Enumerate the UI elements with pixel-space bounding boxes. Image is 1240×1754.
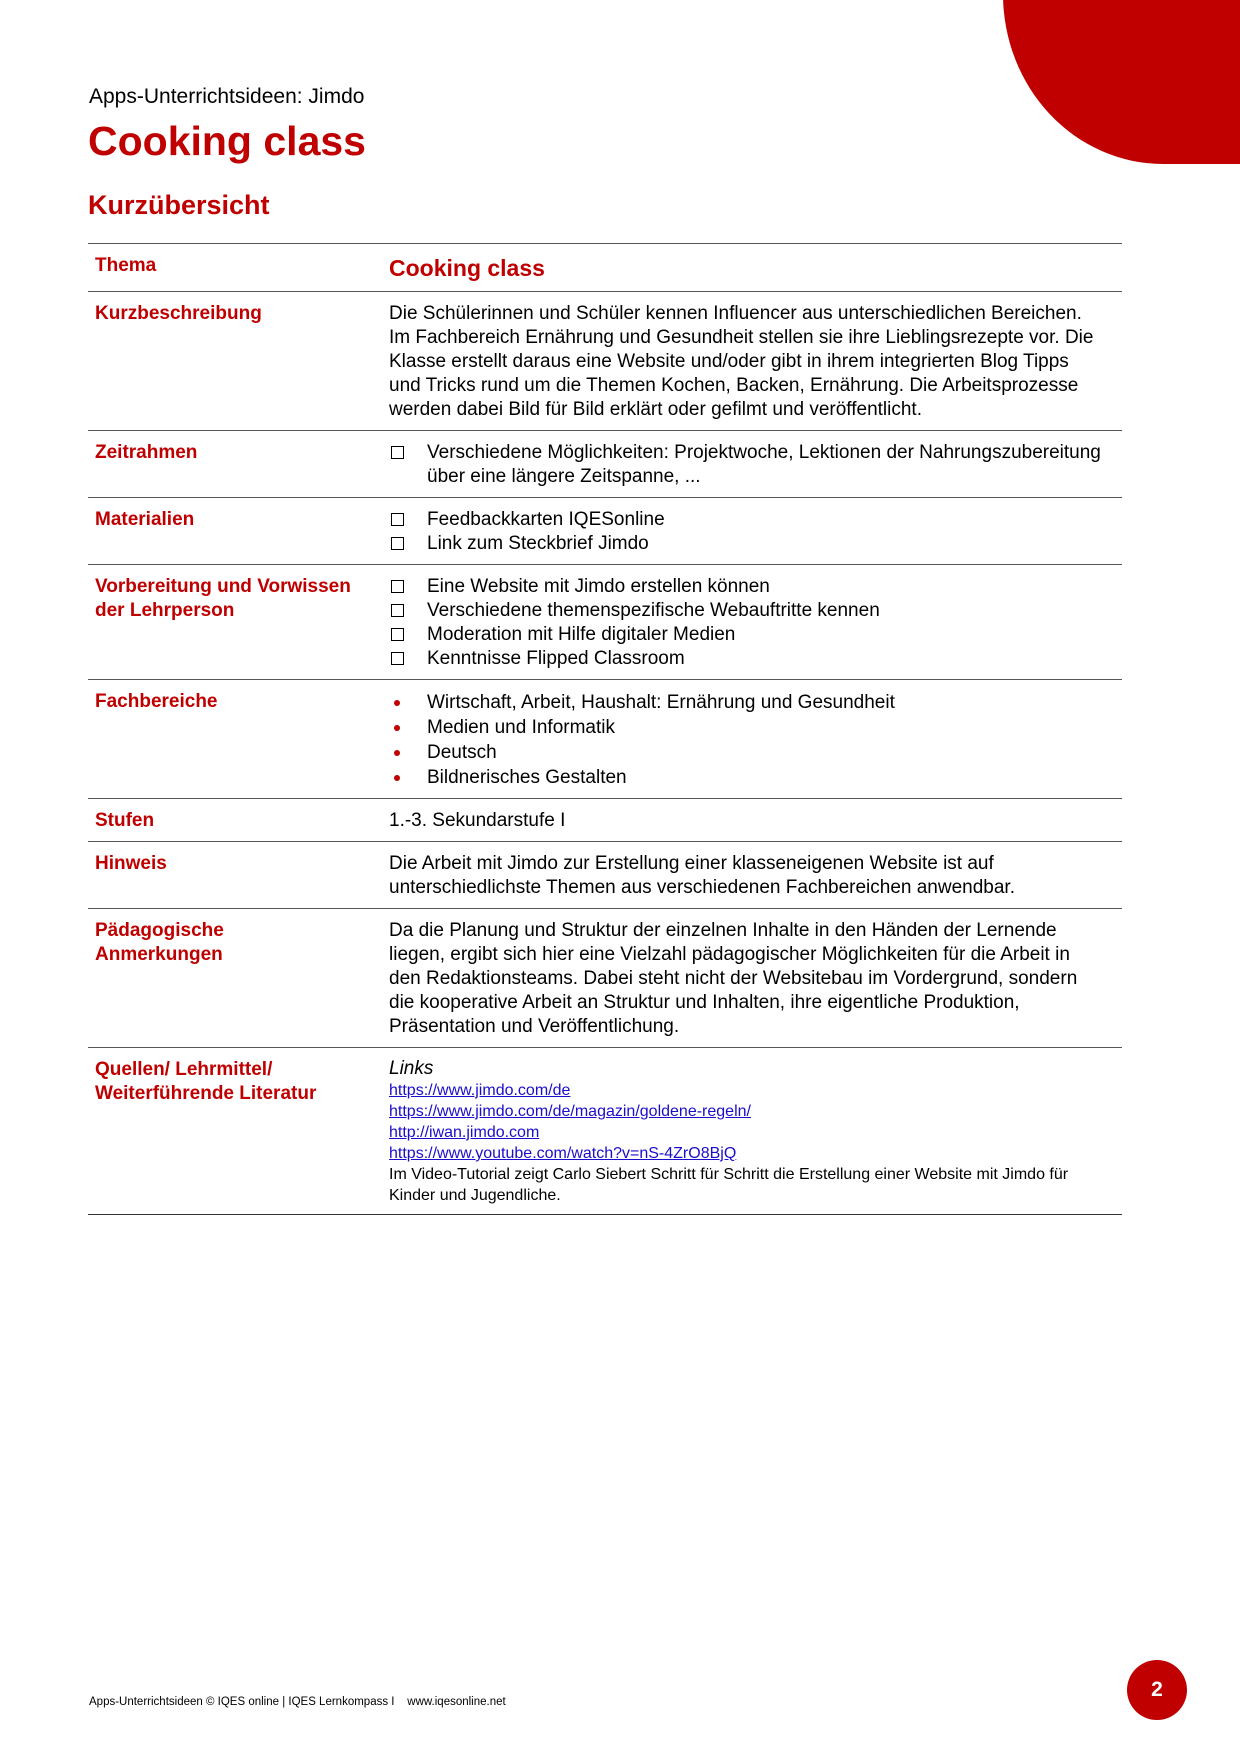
- paedagogische-text: Da die Planung und Struktur der einzelnen Inhalte in den Händen der Lernende liegen, ergibt sich hier eine Vielzahl pädagogischer Möglichkeiten für die Arbeit in den Redaktionsteams. Dabei steht nicht der Websitebau im Vordergrund, sondern die kooperative Arbeit an Struktur und Inhalten, ihre eigentliche Produktion, Präsentation und Veröffentlichung.: [389, 920, 1078, 1037]
- row-label: Materialien: [95, 509, 195, 530]
- list-item: Verschiedene Möglichkeiten: Projektwoche, Lektionen der Nahrungszubereitung über eine längere Zeitspanne, ...: [389, 441, 1122, 489]
- bullet-dot-icon: [394, 700, 400, 706]
- thema-value: Cooking class: [389, 255, 545, 281]
- kurzbeschreibung-text: Die Schülerinnen und Schüler kennen Influencer aus unterschiedlichen Bereichen. Im Fachbereich Ernährung und Gesundheit stellen sie ihre Lieblingsrezepte vor. Die Klasse erstellt daraus eine Website und/oder gibt in ihrem integrierten Blog Tipps und Tricks rund um die Themen Kochen, Backen, Ernährung. Die Arbeitsprozesse werden dabei Bild für Bild erklärt oder gefilmt und veröffentlicht.: [389, 303, 1094, 420]
- video-tutorial-note: Im Video-Tutorial zeigt Carlo Siebert Schritt für Schritt die Erstellung einer Website mit Jimdo für Kinder und Jugendliche.: [389, 1166, 1069, 1204]
- list-item: Deutsch: [389, 740, 1122, 765]
- document-title: Cooking class: [88, 118, 366, 164]
- table-row-vorbereitung: [88, 565, 1122, 680]
- checkbox-square-icon: [391, 513, 404, 526]
- section-title: Kurzübersicht: [88, 190, 270, 220]
- link-jimdo-goldene-regeln[interactable]: https://www.jimdo.com/de/magazin/goldene-regeln/: [389, 1103, 751, 1120]
- list-item: Bildnerisches Gestalten: [389, 765, 1122, 790]
- overview-table: [88, 243, 1122, 1215]
- table-row-hinweis: [88, 842, 1122, 909]
- table-row-zeitrahmen: [88, 431, 1122, 498]
- row-label: Zeitrahmen: [95, 442, 198, 463]
- list-item: Medien und Informatik: [389, 715, 1122, 740]
- row-label: Thema: [95, 255, 157, 276]
- list-item: Kenntnisse Flipped Classroom: [389, 647, 1122, 671]
- bullet-dot-icon: [394, 725, 400, 731]
- checkbox-square-icon: [391, 652, 404, 665]
- checkbox-square-icon: [391, 580, 404, 593]
- checkbox-square-icon: [391, 604, 404, 617]
- checkbox-square-icon: [391, 446, 404, 459]
- checkbox-square-icon: [391, 537, 404, 550]
- row-label: Hinweis: [95, 853, 167, 874]
- checkbox-square-icon: [391, 628, 404, 641]
- table-row-quellen: [88, 1048, 1122, 1215]
- hinweis-text: Die Arbeit mit Jimdo zur Erstellung einer klasseneigenen Website ist auf unterschiedlichste Themen aus verschiedenen Fachbereichen anwendbar.: [389, 853, 1015, 898]
- table-row-fachbereiche: [88, 680, 1122, 799]
- table-row-kurzbeschreibung: [88, 292, 1122, 431]
- row-label: Stufen: [95, 810, 155, 831]
- footer-text: Apps-Unterrichtsideen © IQES online | IQES Lernkompass I www.iqesonline.net: [89, 1696, 506, 1708]
- row-label: Fachbereiche: [95, 691, 218, 712]
- list-item: Verschiedene themenspezifische Webauftritte kennen: [389, 599, 1122, 623]
- page-number-badge: 2: [1127, 1660, 1187, 1720]
- list-item: Feedbackkarten IQESonline: [389, 508, 1122, 532]
- stufen-value: 1.-3. Sekundarstufe I: [389, 810, 566, 831]
- bullet-dot-icon: [394, 775, 400, 781]
- list-item: Wirtschaft, Arbeit, Haushalt: Ernährung und Gesundheit: [389, 690, 1122, 715]
- table-row-materialien: [88, 498, 1122, 565]
- table-row-thema: [88, 244, 1122, 292]
- links-heading: Links: [389, 1058, 434, 1079]
- list-item: Eine Website mit Jimdo erstellen können: [389, 575, 1122, 599]
- link-iwan-jimdo[interactable]: http://iwan.jimdo.com: [389, 1124, 540, 1141]
- link-youtube-tutorial[interactable]: https://www.youtube.com/watch?v=nS-4ZrO8BjQ: [389, 1145, 737, 1162]
- row-label: Pädagogische Anmerkungen: [95, 920, 224, 965]
- document-subtitle: Apps-Unterrichtsideen: Jimdo: [89, 85, 365, 108]
- bullet-dot-icon: [394, 750, 400, 756]
- list-item: Link zum Steckbrief Jimdo: [389, 532, 1122, 556]
- decorative-corner-shape: [1003, 0, 1240, 164]
- row-label: Vorbereitung und Vorwissen der Lehrperson: [95, 576, 351, 621]
- row-label: Kurzbeschreibung: [95, 303, 262, 324]
- row-label: Quellen/ Lehrmittel/ Weiterführende Literatur: [95, 1059, 317, 1104]
- list-item: Moderation mit Hilfe digitaler Medien: [389, 623, 1122, 647]
- table-row-paedagogische-anmerkungen: [88, 909, 1122, 1048]
- table-row-stufen: [88, 799, 1122, 842]
- link-jimdo[interactable]: https://www.jimdo.com/de: [389, 1082, 571, 1099]
